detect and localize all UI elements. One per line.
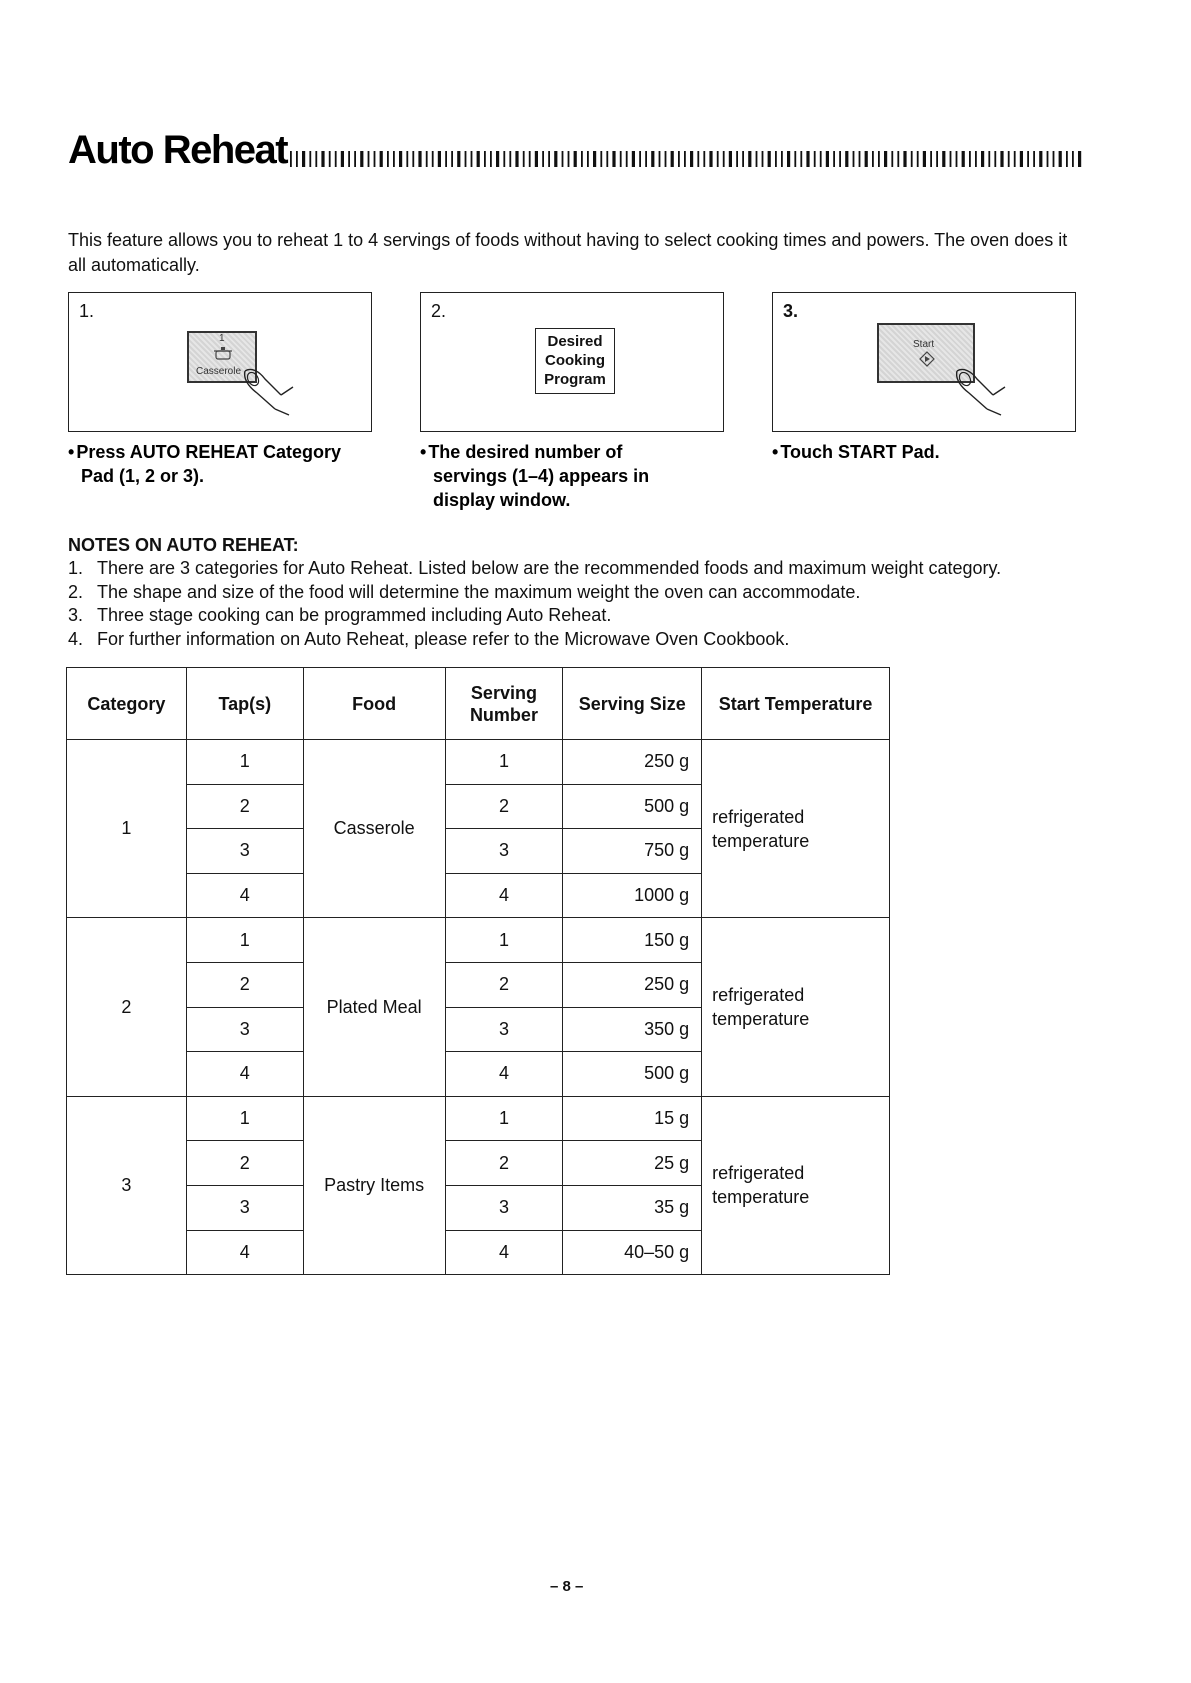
tap-cell: 4 [186,873,303,918]
step-1-bullet: • [68,442,75,462]
serving-number-cell: 3 [445,1007,563,1052]
finger-pointer-icon [241,365,301,417]
serving-number-cell: 1 [445,740,563,785]
tap-cell: 2 [186,962,303,1007]
serving-size-cell: 1000 g [563,873,702,918]
food-cell: Pastry Items [303,1096,445,1274]
serving-size-cell: 350 g [563,1007,702,1052]
serving-size-cell: 250 g [563,962,702,1007]
serving-size-cell: 150 g [563,918,702,963]
serving-size-cell: 250 g [563,740,702,785]
step-3-caption-lead: Touch START Pad. [780,442,940,462]
step-2-number: 2. [431,301,447,321]
step-2-caption [420,440,720,512]
casserole-pad-label: Casserole [196,366,242,377]
start-pad-label: Start [913,339,935,350]
step-3-bullet: • [772,442,779,462]
category-cell: 1 [67,740,187,918]
table-header-row [67,668,890,740]
note-item [68,604,1128,628]
intro-paragraph: This feature allows you to reheat 1 to 4 servings of foods without having to select cooking times and powers. The oven does it all automatically. [68,230,1068,275]
header-serving-number-line-2: Number [469,704,538,725]
note-text: For further information on Auto Reheat, please refer to the Microwave Oven Cookbook. [97,628,790,649]
table-row [67,1096,890,1141]
step-1-caption-rest: Pad (1, 2 or 3). [81,466,205,486]
header-category: Category [67,668,187,740]
serving-size-cell: 750 g [563,829,702,874]
header-food: Food [303,668,445,740]
serving-number-cell: 4 [445,1052,563,1097]
serving-number-cell: 1 [445,918,563,963]
tap-cell: 1 [186,1096,303,1141]
note-text: There are 3 categories for Auto Reheat. Listed below are the recommended foods and maximum weight category. [97,558,1002,578]
serving-size-cell: 500 g [563,784,702,829]
start-temperature-cell: refrigerated temperature [702,918,890,1096]
tap-cell: 2 [186,1141,303,1186]
start-temperature-cell: refrigerated temperature [702,740,890,918]
step-2-caption-lead: The desired number of [428,442,623,462]
category-cell: 3 [67,1096,187,1274]
step-2-caption-rest: servings (1–4) appears in display window. [433,466,650,510]
step-1-caption [68,440,341,488]
display-line-3: Program [544,371,606,388]
table-row [67,918,890,963]
serving-number-cell: 4 [445,1230,563,1275]
tap-cell: 2 [186,784,303,829]
header-taps: Tap(s) [186,668,303,740]
serving-number-cell: 4 [445,873,563,918]
header-start-temperature: Start Temperature [702,668,890,740]
category-cell: 2 [67,918,187,1096]
tap-cell: 3 [186,1007,303,1052]
note-number: 2. [68,581,84,602]
finger-pointer-icon [953,365,1013,417]
step-1-box [68,292,372,432]
serving-number-cell: 3 [445,829,563,874]
serving-size-cell: 35 g [563,1185,702,1230]
header-serving-number-line-1: Serving [470,682,537,703]
note-text: The shape and size of the food will determine the maximum weight the oven can accommodate. [97,581,861,602]
step-2-box [420,292,724,432]
display-line-1: Desired [547,333,603,350]
note-number: 1. [68,558,84,578]
tap-cell: 3 [186,1185,303,1230]
note-text: Three stage cooking can be programmed including Auto Reheat. [97,605,612,625]
header-serving-number [445,668,563,740]
page-title: Auto Reheat [68,128,288,172]
serving-number-cell: 2 [445,962,563,1007]
serving-number-cell: 3 [445,1185,563,1230]
step-1-caption-lead: Press AUTO REHEAT Category [76,442,342,462]
casserole-pad-digit: 1 [219,333,225,344]
title-decorative-bar [290,151,1084,167]
step-1-number: 1. [79,301,95,321]
note-item [68,557,1128,581]
serving-size-cell: 25 g [563,1141,702,1186]
step-3-box [772,292,1076,432]
serving-size-cell: 500 g [563,1052,702,1097]
serving-number-cell: 2 [445,1141,563,1186]
notes-list [68,557,1128,651]
casserole-dish-icon [213,345,233,363]
food-cell: Casserole [303,740,445,918]
auto-reheat-table [66,667,890,1275]
start-temperature-cell: refrigerated temperature [702,1096,890,1274]
serving-size-cell: 15 g [563,1096,702,1141]
serving-size-cell: 40–50 g [563,1230,702,1275]
tap-cell: 4 [186,1230,303,1275]
page-number: – 8 – [550,1578,584,1595]
step-3-caption [772,440,940,464]
note-number: 3. [68,605,84,625]
desired-cooking-program-display [535,328,615,394]
step-3-number: 3. [783,301,799,321]
title-row [68,128,1084,178]
note-number: 4. [68,628,84,649]
tap-cell: 1 [186,740,303,785]
notes-heading: NOTES ON AUTO REHEAT: [68,535,299,555]
display-line-2: Cooking [545,352,605,369]
note-item [68,628,1128,652]
serving-number-cell: 2 [445,784,563,829]
tap-cell: 1 [186,918,303,963]
table-row [67,740,890,785]
food-cell: Plated Meal [303,918,445,1096]
header-serving-size: Serving Size [563,668,702,740]
tap-cell: 3 [186,829,303,874]
tap-cell: 4 [186,1052,303,1097]
start-diamond-icon [919,351,935,367]
note-item [68,581,1128,605]
step-2-bullet: • [420,442,427,462]
serving-number-cell: 1 [445,1096,563,1141]
